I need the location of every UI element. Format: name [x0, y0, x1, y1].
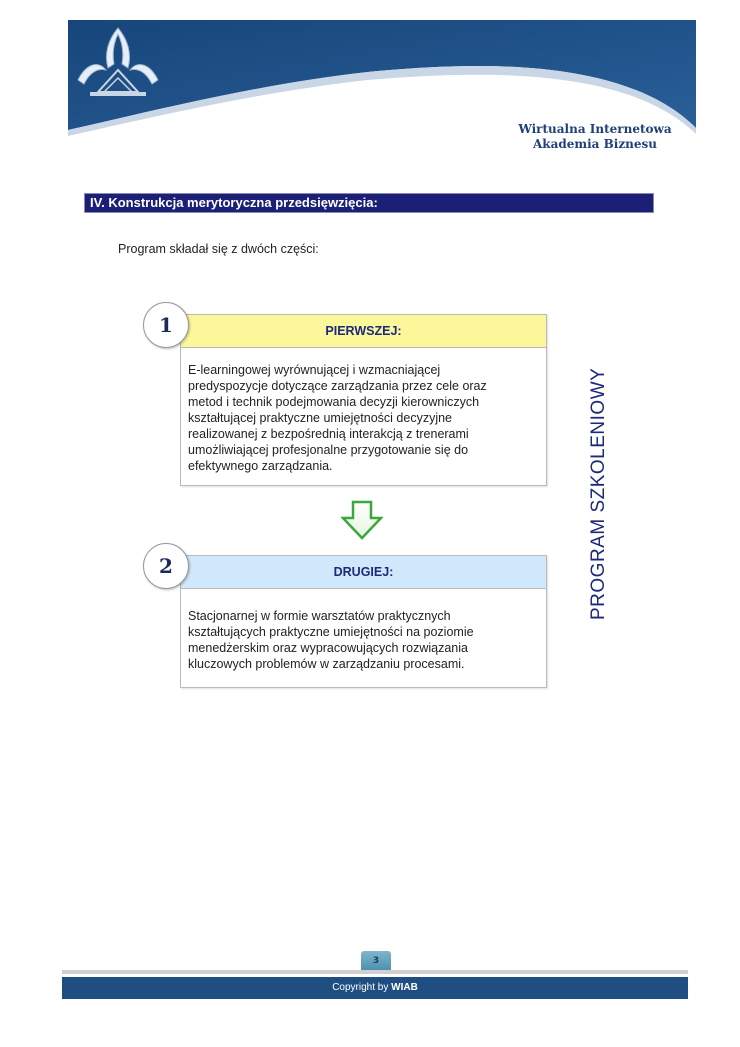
step-2-header [180, 555, 547, 589]
step-1-header [180, 314, 547, 348]
arrow-down-icon [341, 500, 383, 540]
step-2-number: 2 [143, 543, 189, 589]
footer-copyright [62, 977, 688, 999]
step-1-text [188, 362, 487, 474]
step-2-line: kluczowych problemów w zarządzaniu procesami. [188, 657, 465, 671]
brand-name [500, 122, 690, 152]
brand-line-1: Wirtualna Internetowa [518, 122, 672, 136]
step-1-line: efektywnego zarządzania. [188, 459, 333, 473]
step-2-title: DRUGIEJ: [333, 565, 394, 579]
step-2-text [188, 608, 474, 672]
wiab-logo-icon [68, 20, 168, 100]
copyright-prefix: Copyright by [332, 982, 392, 993]
copyright-brand: WIAB [391, 982, 418, 993]
step-2-line: Stacjonarnej w formie warsztatów praktycznych [188, 609, 451, 623]
step-2-line: kształtujących praktyczne umiejętności na poziomie [188, 625, 474, 639]
step-1-line: umożliwiającej profesjonalne przygotowanie się do [188, 443, 469, 457]
page-number: 3 [361, 951, 391, 971]
step-1-line: predyspozycje dotyczące zarządzania przez cele oraz [188, 379, 487, 393]
section-title: IV. Konstrukcja merytoryczna przedsięwzięcia: [90, 195, 378, 210]
step-1-line: metod i technik podejmowania decyzji kierowniczych [188, 395, 480, 409]
step-2-line: menedżerskim oraz wypracowujących rozwiązania [188, 641, 468, 655]
step-1-line: realizowanej z bezpośrednią interakcją z trenerami [188, 427, 469, 441]
side-label: PROGRAM SZKOLENIOWY [588, 367, 609, 620]
intro-text: Program składał się z dwóch części: [118, 242, 319, 256]
step-1-number: 1 [143, 302, 189, 348]
step-1-line: kształtującej praktyczne umiejętności decyzyjne [188, 411, 453, 425]
step-1-line: E-learningowej wyrównującej i wzmacniającej [188, 363, 441, 377]
footer-divider [62, 970, 688, 974]
brand-line-2: Akademia Biznesu [533, 137, 657, 151]
step-1-title: PIERWSZEJ: [325, 324, 402, 338]
